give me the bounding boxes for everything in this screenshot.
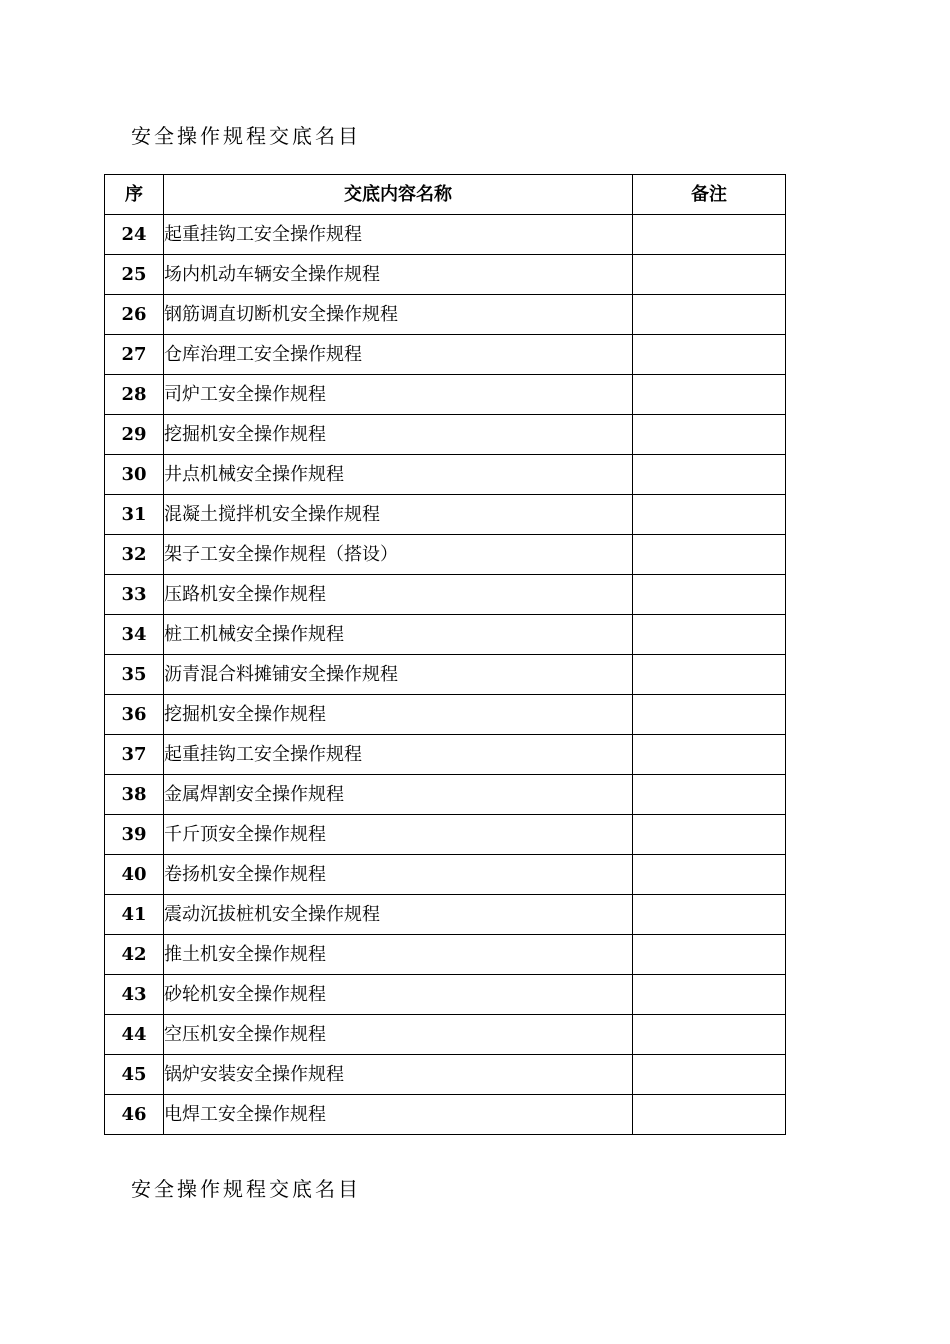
table-row <box>105 655 786 695</box>
row-content-name: 金属焊割安全操作规程 <box>164 775 633 815</box>
table-row <box>105 895 786 935</box>
row-content-name: 司炉工安全操作规程 <box>164 375 633 415</box>
row-remarks <box>633 935 786 975</box>
table-header-row <box>105 175 786 215</box>
row-serial-number: 28 <box>105 375 164 415</box>
row-remarks <box>633 695 786 735</box>
table-row <box>105 295 786 335</box>
row-serial-number: 44 <box>105 1015 164 1055</box>
row-content-name: 架子工安全操作规程（搭设） <box>164 535 633 575</box>
row-serial-number: 36 <box>105 695 164 735</box>
row-serial-number: 29 <box>105 415 164 455</box>
table-row <box>105 855 786 895</box>
row-remarks <box>633 415 786 455</box>
row-content-name: 推土机安全操作规程 <box>164 935 633 975</box>
row-remarks <box>633 815 786 855</box>
row-content-name: 仓库治理工安全操作规程 <box>164 335 633 375</box>
row-content-name: 挖掘机安全操作规程 <box>164 695 633 735</box>
row-remarks <box>633 655 786 695</box>
row-remarks <box>633 1015 786 1055</box>
header-serial-number: 序 <box>105 175 164 215</box>
row-content-name: 千斤顶安全操作规程 <box>164 815 633 855</box>
row-remarks <box>633 375 786 415</box>
row-content-name: 场内机动车辆安全操作规程 <box>164 255 633 295</box>
row-serial-number: 26 <box>105 295 164 335</box>
row-serial-number: 35 <box>105 655 164 695</box>
row-content-name: 砂轮机安全操作规程 <box>164 975 633 1015</box>
table-row <box>105 935 786 975</box>
row-content-name: 沥青混合料摊铺安全操作规程 <box>164 655 633 695</box>
row-content-name: 起重挂钩工安全操作规程 <box>164 215 633 255</box>
row-content-name: 压路机安全操作规程 <box>164 575 633 615</box>
row-content-name: 锅炉安装安全操作规程 <box>164 1055 633 1095</box>
row-remarks <box>633 975 786 1015</box>
row-serial-number: 33 <box>105 575 164 615</box>
row-remarks <box>633 215 786 255</box>
row-content-name: 挖掘机安全操作规程 <box>164 415 633 455</box>
row-serial-number: 45 <box>105 1055 164 1095</box>
row-serial-number: 32 <box>105 535 164 575</box>
table-row <box>105 215 786 255</box>
row-remarks <box>633 295 786 335</box>
row-serial-number: 34 <box>105 615 164 655</box>
table-row <box>105 335 786 375</box>
row-content-name: 电焊工安全操作规程 <box>164 1095 633 1135</box>
row-serial-number: 38 <box>105 775 164 815</box>
table-row <box>105 535 786 575</box>
table-row <box>105 1055 786 1095</box>
table-body <box>105 215 786 1135</box>
table-row <box>105 455 786 495</box>
procedure-table <box>104 174 786 1135</box>
row-content-name: 起重挂钩工安全操作规程 <box>164 735 633 775</box>
row-remarks <box>633 855 786 895</box>
row-content-name: 井点机械安全操作规程 <box>164 455 633 495</box>
table-row <box>105 1015 786 1055</box>
header-content-name: 交底内容名称 <box>164 175 633 215</box>
row-remarks <box>633 535 786 575</box>
header-remarks: 备注 <box>633 175 786 215</box>
table-row <box>105 415 786 455</box>
row-serial-number: 42 <box>105 935 164 975</box>
table-row <box>105 815 786 855</box>
row-serial-number: 25 <box>105 255 164 295</box>
row-remarks <box>633 1095 786 1135</box>
row-serial-number: 30 <box>105 455 164 495</box>
table-row <box>105 615 786 655</box>
row-serial-number: 24 <box>105 215 164 255</box>
row-serial-number: 39 <box>105 815 164 855</box>
table-row <box>105 575 786 615</box>
document-title: 安全操作规程交底名目 <box>131 124 361 148</box>
row-content-name: 震动沉拔桩机安全操作规程 <box>164 895 633 935</box>
row-serial-number: 40 <box>105 855 164 895</box>
row-remarks <box>633 775 786 815</box>
row-remarks <box>633 495 786 535</box>
row-remarks <box>633 615 786 655</box>
row-content-name: 卷扬机安全操作规程 <box>164 855 633 895</box>
row-serial-number: 27 <box>105 335 164 375</box>
table-row <box>105 375 786 415</box>
row-content-name: 混凝土搅拌机安全操作规程 <box>164 495 633 535</box>
row-serial-number: 31 <box>105 495 164 535</box>
table-row <box>105 975 786 1015</box>
row-remarks <box>633 575 786 615</box>
table-row <box>105 1095 786 1135</box>
table-row <box>105 735 786 775</box>
row-serial-number: 41 <box>105 895 164 935</box>
row-remarks <box>633 895 786 935</box>
row-remarks <box>633 255 786 295</box>
row-remarks <box>633 455 786 495</box>
row-content-name: 桩工机械安全操作规程 <box>164 615 633 655</box>
row-remarks <box>633 735 786 775</box>
row-serial-number: 46 <box>105 1095 164 1135</box>
table-row <box>105 255 786 295</box>
row-serial-number: 37 <box>105 735 164 775</box>
row-remarks <box>633 335 786 375</box>
row-remarks <box>633 1055 786 1095</box>
table-row <box>105 695 786 735</box>
row-content-name: 钢筋调直切断机安全操作规程 <box>164 295 633 335</box>
table-row <box>105 495 786 535</box>
document-footer-title: 安全操作规程交底名目 <box>131 1177 361 1201</box>
row-content-name: 空压机安全操作规程 <box>164 1015 633 1055</box>
row-serial-number: 43 <box>105 975 164 1015</box>
table-row <box>105 775 786 815</box>
